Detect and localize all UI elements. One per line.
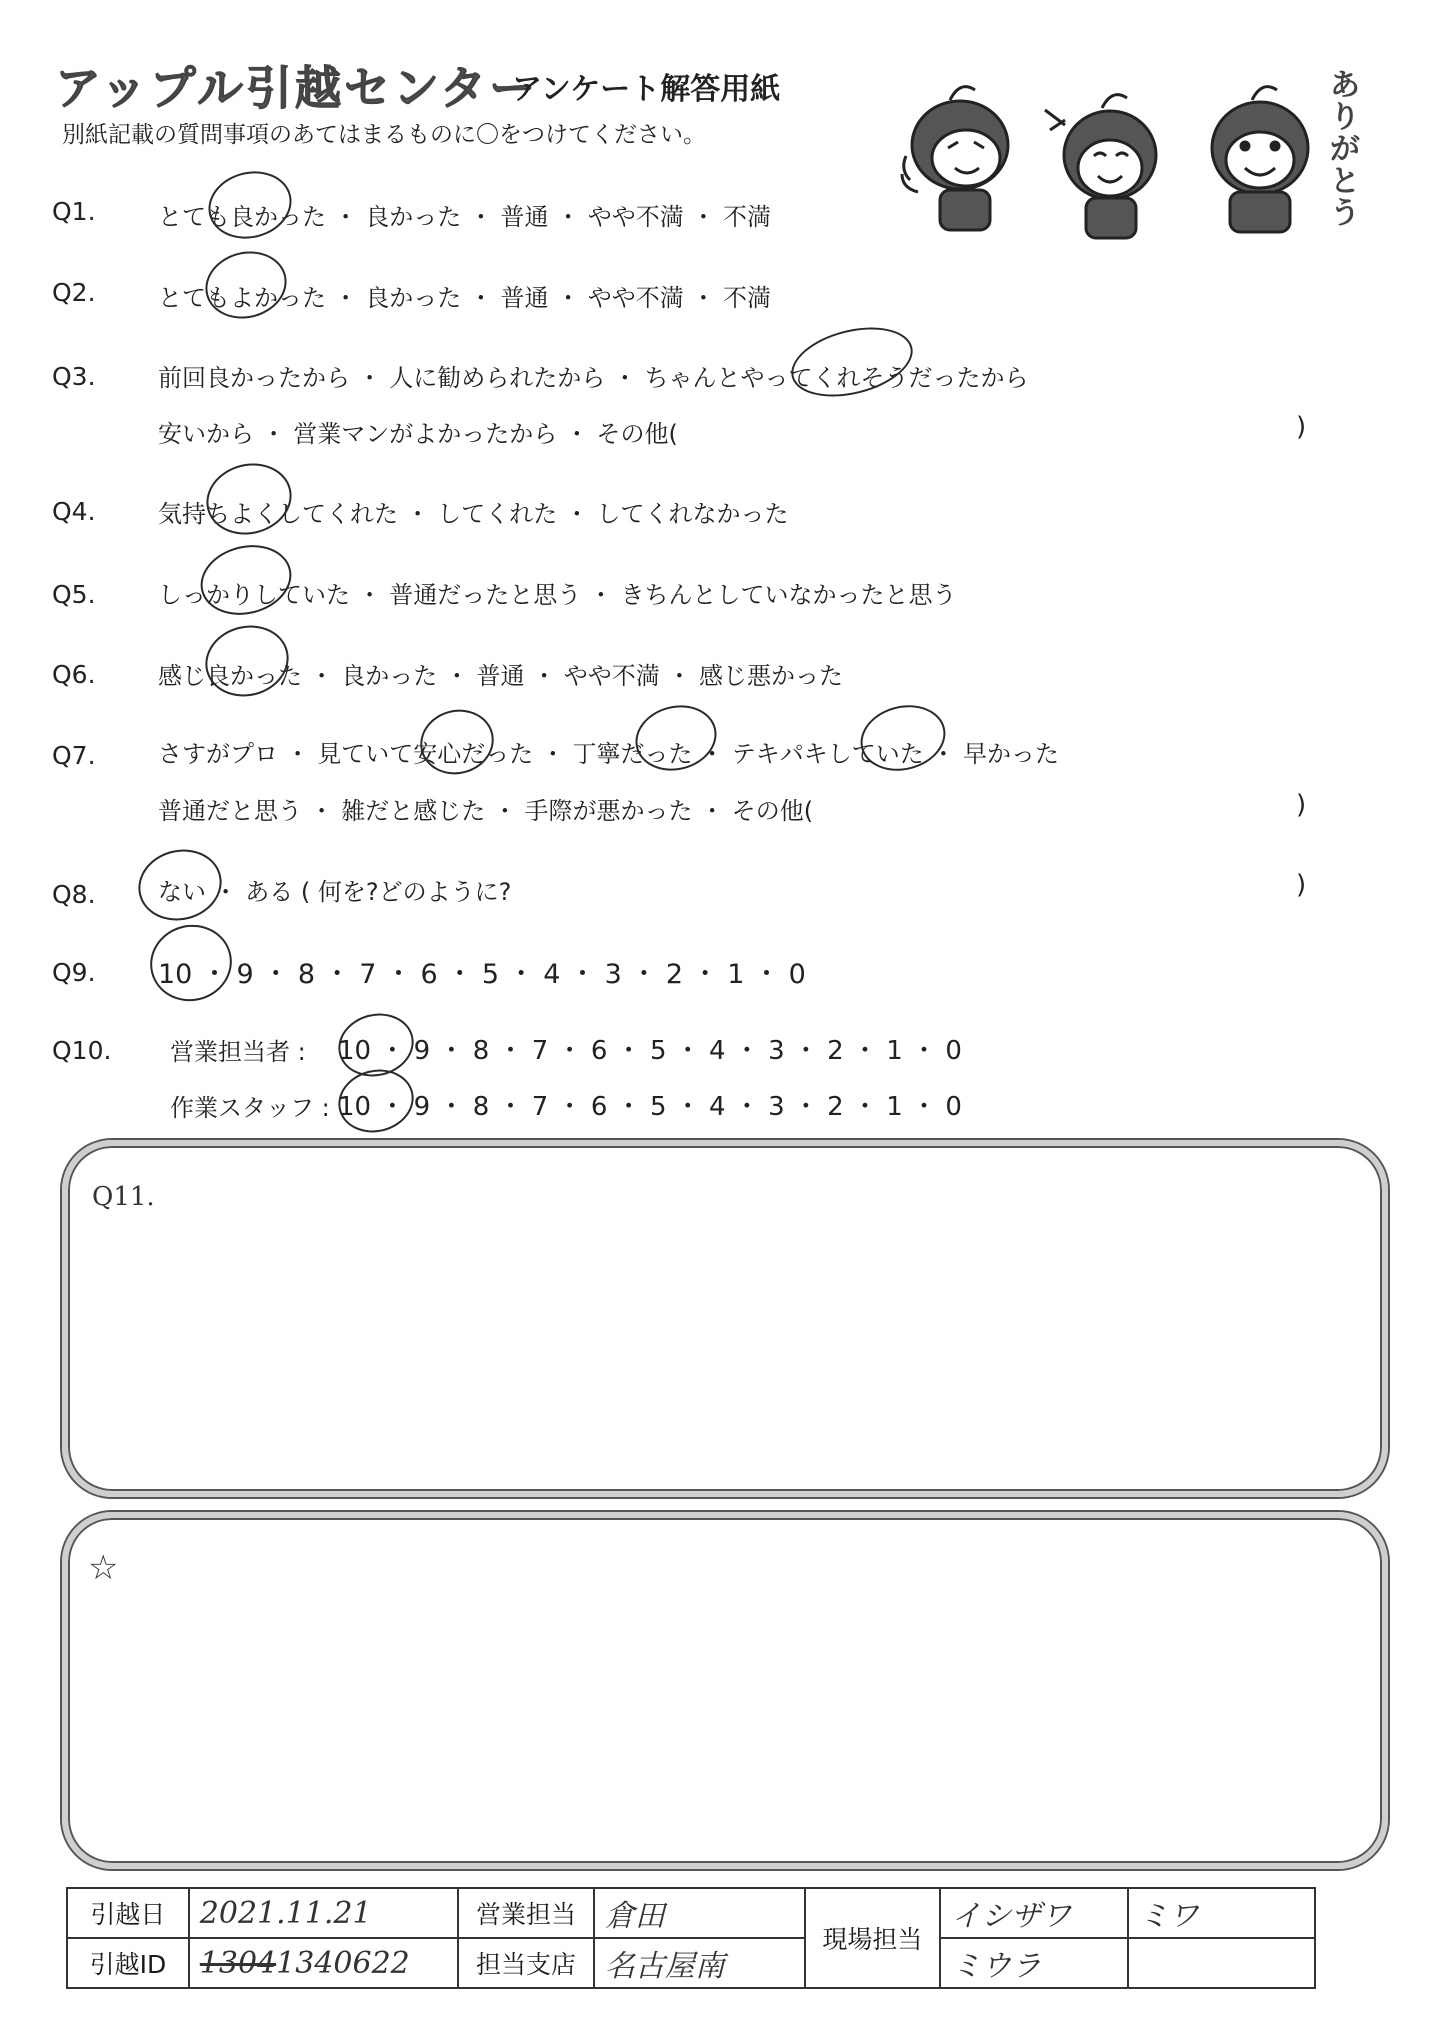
q3-options-line2[interactable]: 安いから ・ 営業マンがよかったから ・ その他(: [158, 420, 678, 448]
move-id-label: 引越ID: [67, 1938, 189, 1988]
q9-options[interactable]: 10 ・ 9 ・ 8 ・ 7 ・ 6 ・ 5 ・ 4 ・ 3 ・ 2 ・ 1 ・ 0: [158, 959, 806, 990]
q2-options[interactable]: とてもよかった ・ 良かった ・ 普通 ・ やや不満 ・ 不満: [158, 284, 772, 312]
q1-options[interactable]: とても良かった ・ 良かった ・ 普通 ・ やや不満 ・ 不満: [158, 203, 772, 231]
move-date-label: 引越日: [67, 1888, 189, 1938]
move-id-value: 1340622: [276, 1945, 410, 1981]
q7-options-line2[interactable]: 普通だと思う ・ 雑だと感じた ・ 手際が悪かった ・ その他(: [158, 797, 814, 825]
sales-rep-label: 営業担当: [458, 1888, 594, 1938]
site-rep-label: 現場担当: [805, 1888, 941, 1988]
q11-comment-box[interactable]: [62, 1140, 1388, 1497]
q8-options[interactable]: ない ・ ある ( 何を?どのように?: [158, 878, 512, 906]
q10-sales-scale[interactable]: 10 ・ 9 ・ 8 ・ 7 ・ 6 ・ 5 ・ 4 ・ 3 ・ 2 ・ 1 ・ 0: [338, 1036, 962, 1066]
q4-answer-circle: [199, 455, 299, 544]
q8-close-paren: ): [1296, 870, 1307, 900]
q8-answer-circle: [131, 841, 229, 929]
mascot-right: [1212, 87, 1308, 232]
q2-answer-circle: [198, 243, 294, 327]
sales-rep-value[interactable]: 倉田: [594, 1888, 805, 1938]
q7-label: Q7.: [52, 741, 96, 770]
mascot-middle: [1045, 95, 1156, 238]
site-rep-1[interactable]: イシザワ: [940, 1888, 1127, 1938]
site-rep-3[interactable]: ミウラ: [940, 1938, 1127, 1988]
star-label: ☆: [88, 1548, 119, 1588]
q3-answer-circle: [784, 316, 920, 408]
q7-close-paren: ): [1296, 790, 1307, 820]
q10-staff-label: 作業スタッフ :: [170, 1094, 330, 1122]
q4-options[interactable]: 気持ちよくしてくれた ・ してくれた ・ してくれなかった: [158, 500, 789, 528]
mascot-illustration: [900, 60, 1340, 240]
site-rep-empty[interactable]: [1128, 1938, 1315, 1988]
move-id-struck: 1304: [199, 1945, 277, 1981]
info-row-1: [67, 1888, 1315, 1938]
q7-options[interactable]: さすがプロ ・ 見ていて安心だった ・ 丁寧だった ・ テキパキしていた ・ 早かった: [158, 740, 1060, 768]
q5-answer-circle: [193, 536, 299, 624]
star-comment-box[interactable]: [62, 1512, 1388, 1869]
info-table: [66, 1887, 1316, 1989]
company-title: アップル引越センター: [55, 61, 539, 115]
q3-close-paren: ): [1296, 412, 1307, 442]
q10-staff-answer-circle: [332, 1062, 421, 1141]
q10-label: Q10.: [52, 1036, 112, 1065]
q2-label: Q2.: [52, 278, 96, 307]
q5-label: Q5.: [52, 580, 96, 609]
q11-label: Q11.: [92, 1182, 155, 1212]
q1-label: Q1.: [52, 197, 96, 226]
branch-value[interactable]: 名古屋南: [594, 1938, 805, 1988]
q3-options[interactable]: 前回良かったから ・ 人に勧められたから ・ ちゃんとやってくれそうだったから: [158, 364, 1029, 392]
thanks-text: ありがとう: [1330, 68, 1360, 231]
q7-answer-circle-1: [413, 702, 500, 782]
q4-label: Q4.: [52, 497, 96, 526]
q6-label: Q6.: [52, 660, 96, 689]
q6-answer-circle: [198, 617, 296, 705]
q6-options[interactable]: 感じ良かった ・ 良かった ・ 普通 ・ やや不満 ・ 感じ悪かった: [158, 662, 844, 690]
mascot-left: [902, 87, 1008, 230]
branch-label: 担当支店: [458, 1938, 594, 1988]
move-date-value[interactable]: 2021.11.21: [189, 1888, 458, 1938]
q10-staff-scale[interactable]: 10 ・ 9 ・ 8 ・ 7 ・ 6 ・ 5 ・ 4 ・ 3 ・ 2 ・ 1 ・ 0: [338, 1092, 962, 1122]
q9-label: Q9.: [52, 958, 96, 987]
q1-answer-circle: [201, 163, 298, 247]
instruction-text: 別紙記載の質問事項のあてはまるものに〇をつけてください。: [62, 122, 706, 148]
q5-options[interactable]: しっかりしていた ・ 普通だったと思う ・ きちんとしていなかったと思う: [158, 581, 957, 609]
q3-label: Q3.: [52, 362, 96, 391]
info-row-2: [67, 1938, 1315, 1988]
site-rep-2[interactable]: ミワ: [1128, 1888, 1315, 1938]
q8-label: Q8.: [52, 880, 96, 909]
q10-sales-label: 営業担当者 :: [170, 1038, 306, 1066]
form-subtitle: アンケート解答用紙: [512, 72, 781, 107]
q9-answer-circle: [142, 916, 240, 1010]
move-id-cell[interactable]: [189, 1938, 458, 1988]
